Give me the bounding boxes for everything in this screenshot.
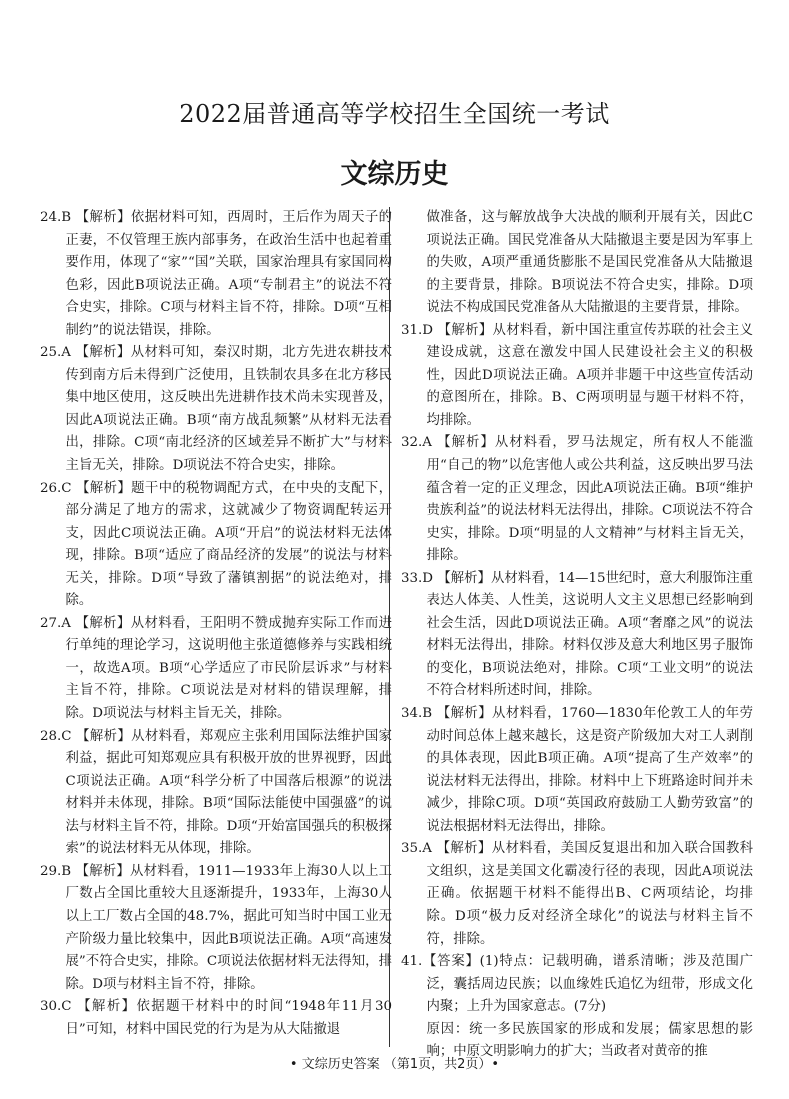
item-tag: 【解析】 [437,570,491,586]
item-text: 从材料看，1911—1933年上海30人以上工厂数占全国比重较大且逐渐提升，1933年，上海30人以上工厂数占全国的48.7%，据此可知当时中国工业无产阶级力量比较集中，因此B项说法正确。A项“高速发展”不符合史实，排除。C项说法依据材料无法得知，排除。D项与材料主旨不符，排除。 [65,863,392,992]
item-number: 29.B [40,863,72,879]
item-text: 从材料看，14—15世纪时，意大利服饰注重表达人体美、人性美，这说明人文主义思想已经影响到社会生活，因此D项说法正确。A项“奢靡之风”的说法材料无法得出，排除。材料仅涉及意大利地区男子服饰的变化，B项说法绝对，排除。C项“工业文明”的说法不符合材料所述时间，排除。 [426,570,753,699]
item-number: 32.A [401,435,432,451]
item-text: 做准备，这与解放战争大决战的顺利开展有关，因此C项说法正确。国民党准备从大陆撤退主要是因为军事上的失败，A项严重通货膨胀不是国民党准备从大陆撤退的主要背景，排除。B项说法不符合史实，排除。D项说法不构成国民党准备从大陆撤退的主要背景，排除。 [426,210,753,316]
answer-item-33 [401,568,753,703]
answer-item-31 [401,320,753,433]
item-number: 33.D [401,570,434,586]
item-tag: 【解析】 [437,435,495,451]
answer-item-34 [401,703,753,838]
answer-item-27 [40,613,392,726]
subject-title: 文综历史 [340,159,449,190]
item-number: 41. [401,954,423,970]
item-tag: 【解析】 [436,841,492,857]
column-divider [389,207,390,1047]
item-text: 依据材料可知，西周时，王后作为周天子的正妻，不仅管理王族内部事务，在政治生活中也起着重要作用，体现了“家”“国”关联，国家治理具有家国同构色彩，因此B项说法正确。A项“专制君主”的说法不符合史实，排除。C项与材料主旨不符，排除。D项“互相制约”的说法错误，排除。 [65,210,393,338]
page-footer: • 文综历史答案 （第1页，共2页）• [289,1057,500,1072]
item-tag: 【解析】 [75,345,131,361]
item-text: 题干中的税物调配方式，在中央的支配下，部分满足了地方的需求，这就减少了物资调配转运开支，因此C项说法正确。A项“开启”的说法材料无法体现，排除。B项“适应了商品经济的发展”的说法与材料无关，排除。D项“导致了藩镇割据”的说法绝对，排除。 [65,480,393,609]
item-number: 34.B [401,706,433,722]
item-text: 从材料可知，秦汉时期，北方先进农耕技术传到南方后未得到广泛使用，且铁制农具多在北方移民集中地区使用，这反映出先进耕作技术尚未实现普及，因此A项说法正确。B项“南方战乱频繁”从材料无法看出，排除。C项“南北经济的区域差异不断扩大”与材料主旨无关，排除。D项说法不符合史实，排除。 [65,345,392,474]
item-tag: 【答案】 [422,954,480,970]
answer-item-24 [40,207,392,342]
right-column [401,207,753,1064]
answer-item-30 [40,996,392,1041]
item-number: 28.C [40,728,72,744]
item-text: 从材料看，1760—1830年伦敦工人的年劳动时间总体上越来越长，这是资产阶级加大对工人剥削的具体表现，因此B项正确。A项“提高了生产效率”的说法材料无法得出，排除。材料中上下班路途时间并未减少，排除C项。D项“英国政府鼓励工人勤劳致富”的说法根据材料无法得出，排除。 [426,706,754,834]
item-number: 26.C [40,480,72,496]
item-number: 30.C [40,999,72,1015]
item-tag: 【解析】 [436,706,493,722]
item-text: 原因：统一多民族国家的形成和发展；儒家思想的影响；中原文明影响力的扩大；当政者对黄帝的推 [426,1021,753,1060]
item-tag: 【解析】 [77,999,137,1015]
item-tag: 【解析】 [76,728,132,744]
item-tag: 【解析】 [75,210,131,225]
item-tag: 【解析】 [76,480,132,496]
answer-item-32 [401,432,753,567]
item-tag: 【解析】 [437,322,493,338]
answer-item-41 [401,951,753,1019]
item-text: 从材料看，美国反复退出和加入联合国教科文组织，这是美国文化霸凌行径的表现，因此A项说法正确。依据题干材料不能得出B、C两项结论，均排除。D项“极力反对经济全球化”的说法与材料主旨不符，排除。 [426,841,753,947]
item-number: 25.A [40,345,71,361]
item-text: 从材料看，郑观应主张利用国际法维护国家利益，据此可知郑观应具有积极开放的世界视野，因此C项说法正确。A项“科学分析了中国落后根源”的说法材料并未体现，排除。B项“国际法能使中国强盛”的说法与材料主旨不符，排除。D项“开始富国强兵的积极探索”的说法材料无从体现，排除。 [65,728,393,857]
left-column [40,207,392,1041]
answer-item-25 [40,342,392,477]
answer-item-29 [40,861,392,996]
item-tag: 【解析】 [75,615,131,631]
item-text: 依据题干材料中的时间“1948年11月30日”可知，材料中国民党的行为是为从大陆撤退 [65,999,392,1037]
item-tag: 【解析】 [75,863,131,879]
item-number: 31.D [401,322,434,338]
item-number: 27.A [40,615,71,631]
item-text: 从材料看，新中国注重宣传苏联的社会主义建设成就，这意在激发中国人民建设社会主义的积极性，因此D项说法正确。A项并非题干中这些宣传活动的意图所在，排除。B、C两项明显与题干材料不符，均排除。 [426,322,753,428]
item-text: (1)特点：记载明确，谱系清晰；涉及范围广泛，囊括周边民族；以血缘姓氏追忆为纽带，形成文化内聚；上升为国家意志。(7分) [426,954,754,1015]
item-number: 35.A [401,841,432,857]
answer-item-28 [40,726,392,861]
exam-title: 2022届普通高等学校招生全国统一考试 [179,100,610,128]
answer-item-30-continued [401,207,753,320]
item-text: 从材料看，王阳明不赞成抛弃实际工作而进行单纯的理论学习，这说明他主张道德修养与实践相统一，故选A项。B项“心学适应了市民阶层诉求”与材料主旨不符，排除。C项说法是对材料的错误理解，排除。D项说法与材料主旨无关，排除。 [65,615,392,722]
answer-item-26 [40,478,392,613]
answer-item-35 [401,838,753,951]
item-text: 从材料看，罗马法规定，所有权人不能滥用“自己的物”以危害他人或公共利益，这反映出罗马法蕴含着一定的正义理念，因此A项说法正确。B项“维护贵族利益”的说法材料无法得出，排除。C项说法不符合史实，排除。D项“明显的人文精神”与材料主旨无关，排除。 [426,435,753,564]
item-number: 24.B [40,210,72,225]
